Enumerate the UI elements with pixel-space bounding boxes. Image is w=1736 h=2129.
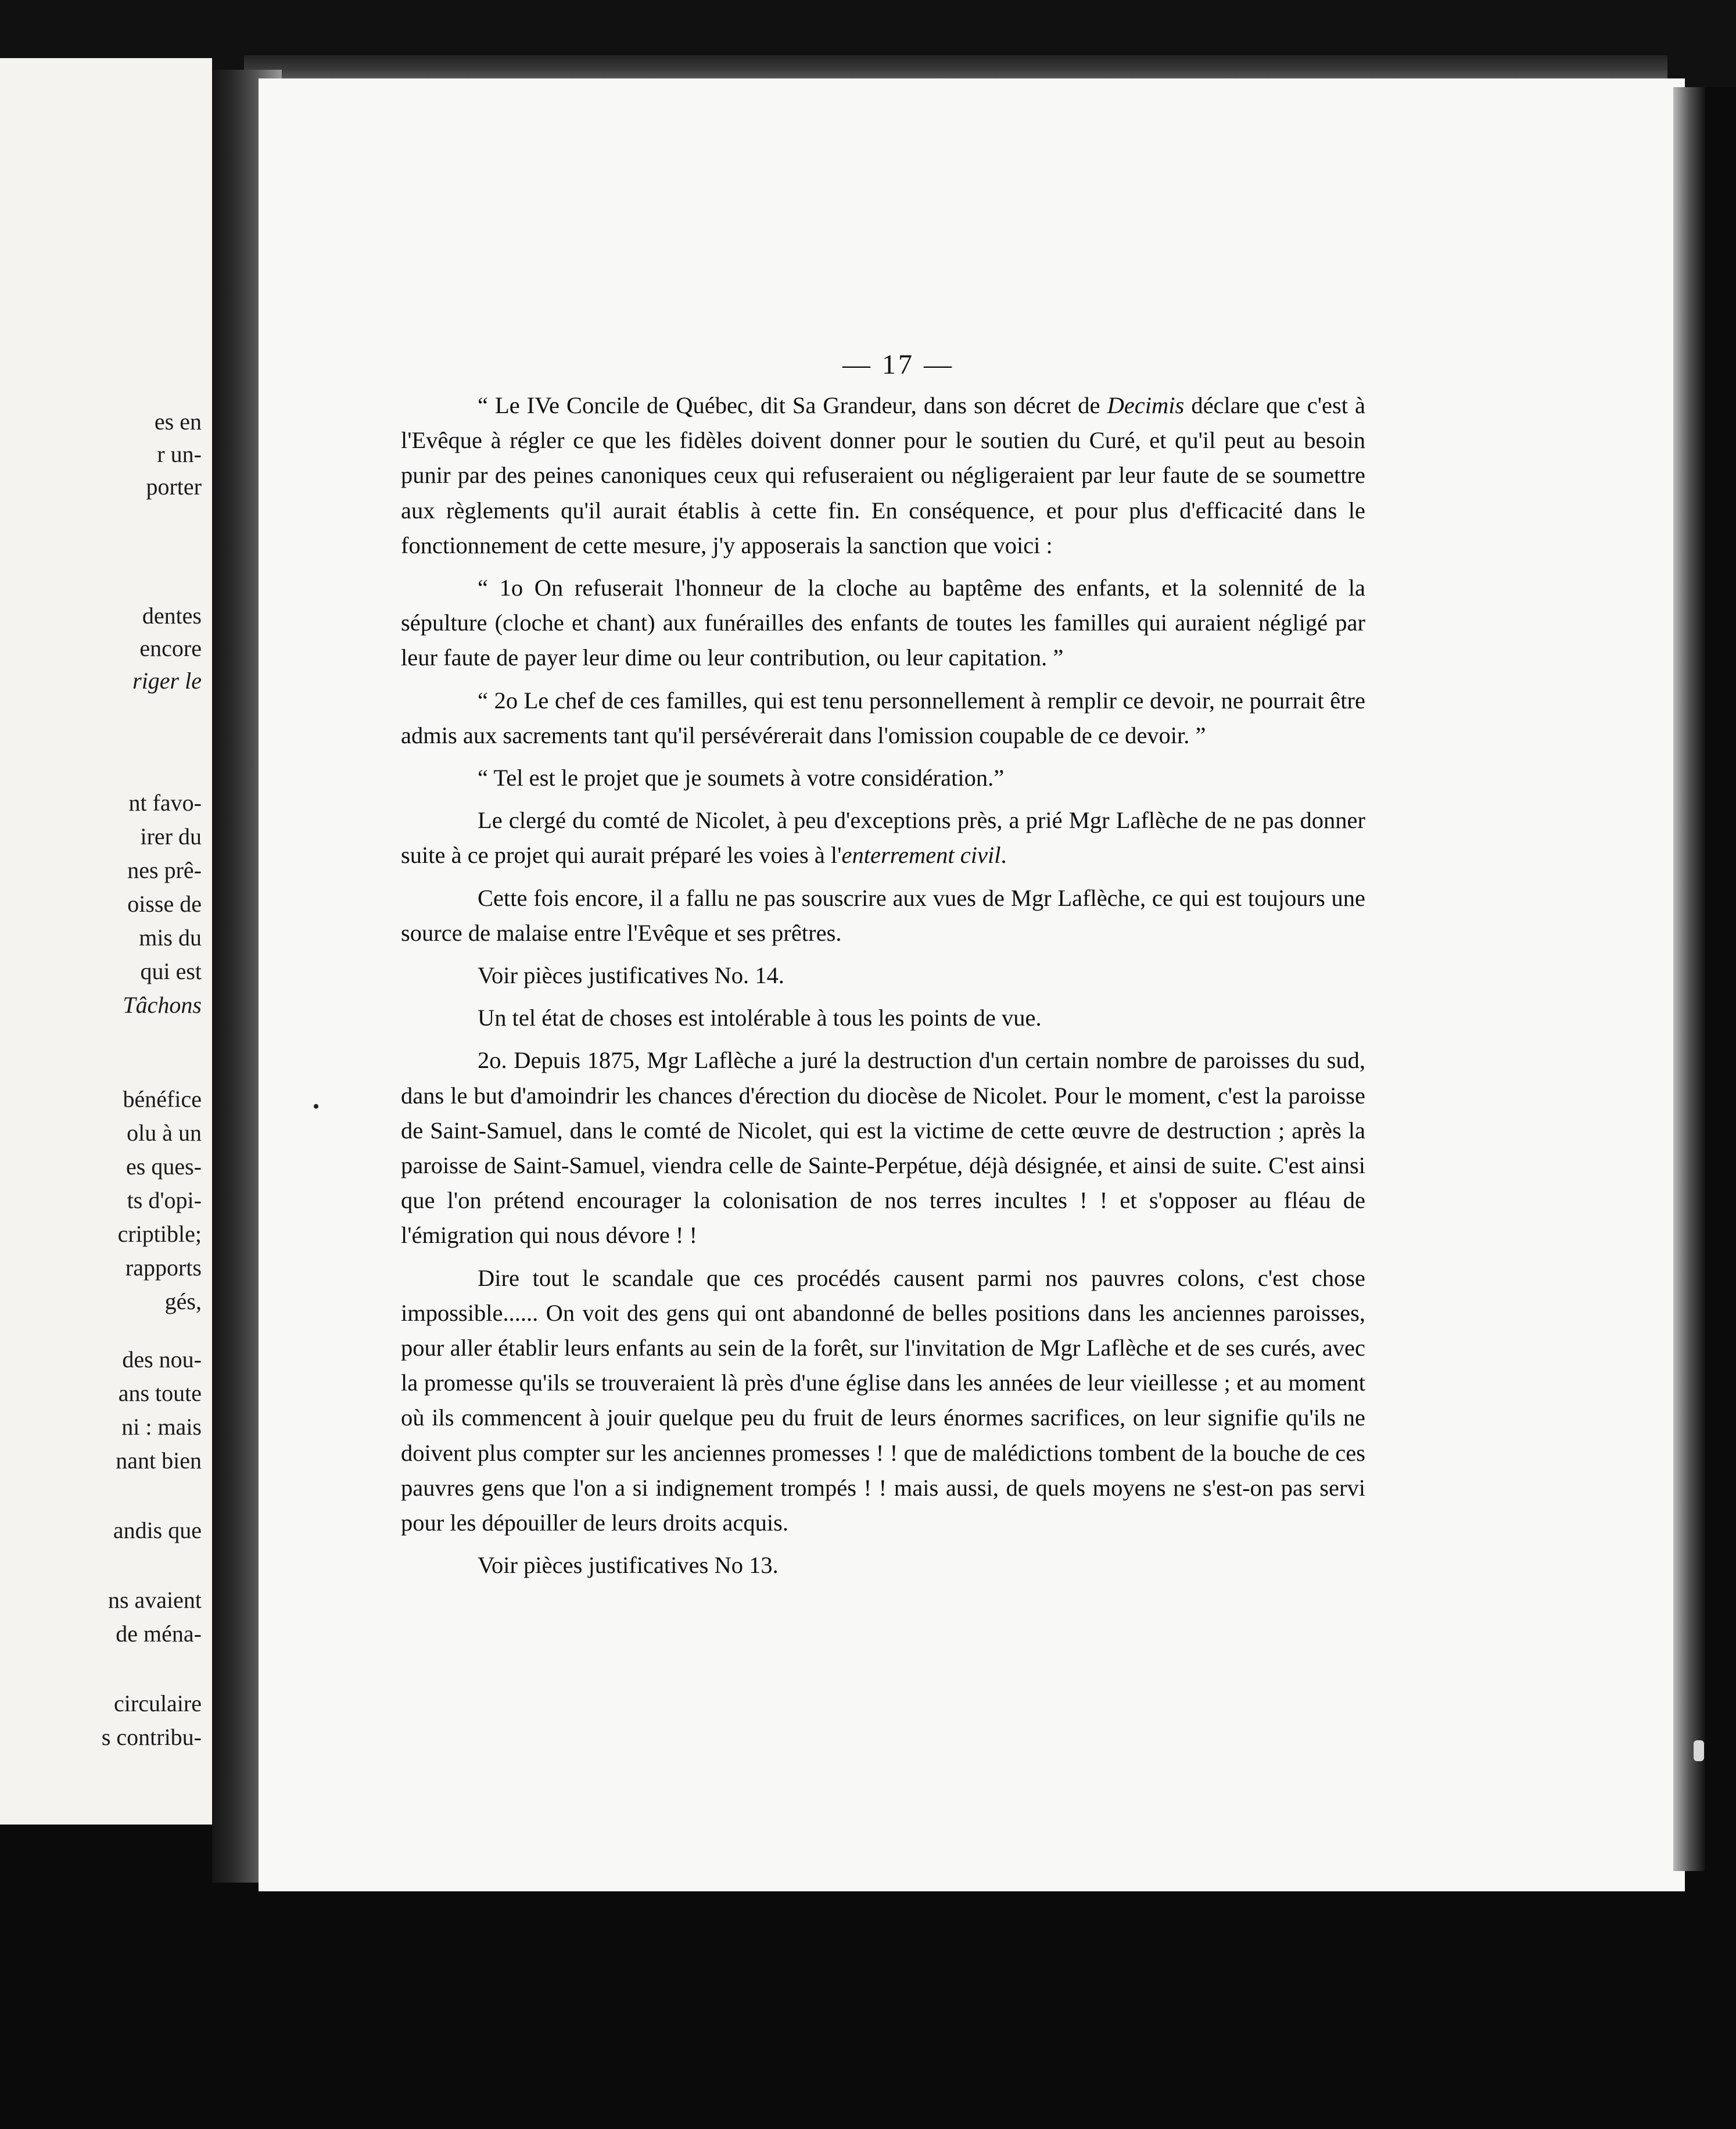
left-line: porter: [146, 474, 202, 500]
left-line: es ques-: [126, 1153, 202, 1180]
left-line: irer du: [140, 823, 202, 850]
paragraph: Cette fois encore, il a fallu ne pas souscrire aux vues de Mgr Laflèche, ce qui est toujours une source de malaise entre l'Evêque et ses prêtres.: [401, 884, 1365, 946]
left-line: es en: [154, 408, 202, 435]
left-line: nt favo-: [128, 790, 202, 816]
left-line: criptible;: [117, 1221, 202, 1247]
left-page: [0, 58, 212, 1825]
left-line: ns avaient: [107, 1587, 202, 1613]
paragraph: Voir pièces justificatives No. 14.: [478, 962, 784, 989]
left-line: rapports: [125, 1255, 202, 1281]
left-line: ts d'opi-: [127, 1187, 202, 1213]
left-line: ni : mais: [121, 1414, 202, 1440]
book-top-edge: [244, 55, 1667, 78]
paragraph: Le clergé du comté de Nicolet, à peu d'exceptions près, a prié Mgr Laflèche de ne pas donner suite à ce projet qui aurait préparé les voies à l'enterrement civil.: [401, 807, 1365, 869]
left-line: dentes: [142, 603, 202, 629]
scan-edge-mark: [1694, 1740, 1704, 1761]
left-line: des nou-: [122, 1346, 202, 1372]
left-line: nant bien: [116, 1447, 202, 1474]
left-line: Tâchons: [123, 992, 202, 1018]
left-line: olu à un: [127, 1120, 202, 1146]
left-line: encore: [139, 635, 202, 661]
left-line: nes prê-: [127, 857, 202, 883]
left-line: riger le: [132, 668, 202, 694]
left-line: ans toute: [118, 1380, 202, 1406]
page-right-edge: [1673, 87, 1705, 1871]
paragraph: Un tel état de choses est intolérable à tous les points de vue.: [478, 1005, 1042, 1031]
paragraph: “ Le IVe Concile de Québec, dit Sa Grandeur, dans son décret de Decimis déclare que c'est à l'Evêque à régler ce que les fidèles doivent donner pour le soutien du Curé, et qu'il peut au besoin punir par des peines canoniques ceux qui refuseraient ou négligeraient par leur faute de se soumettre aux règlements qu'il aurait établis à cette fin. En conséquence, et pour plus d'efficacité dans le fonctionnement de cette mesure, j'y apposerais la sanction que voici :: [401, 392, 1366, 558]
left-line: mis du: [139, 924, 202, 951]
page-number: — 17 —: [842, 349, 954, 380]
left-line: gés,: [164, 1288, 202, 1314]
left-line: andis que: [113, 1517, 202, 1543]
paragraph: Voir pièces justificatives No 13.: [478, 1552, 779, 1579]
paragraph: Dire tout le scandale que ces procédés causent parmi nos pauvres colons, c'est chose impossible...... On voit des gens qui ont abandonné de belles positions dans les anciennes paroisses, pour aller établir leurs enfants au sein de la forêt, sur l'invitation de Mgr Laflèche et de ses curés, avec la promesse qu'ils se trouveraient là près d'une église dans les années de leur vieillesse ; et au moment où ils commencent à jouir quelque peu du fruit de leurs énormes sacrifices, on leur signifie qu'ils ne doivent plus compter sur les anciennes promesses ! ! que de malédictions tombent de la bouche de ces pauvres gens que l'on a si indignement trompés ! ! mais aussi, de quels moyens ne s'est-on pas servi pour les dépouiller de leurs droits acquis.: [401, 1264, 1365, 1536]
left-line: r un-: [157, 441, 202, 467]
paragraph: “ 2o Le chef de ces familles, qui est tenu personnellement à remplir ce devoir, ne pourrait être admis aux sacrements tant qu'il persévérerait dans l'omission coupable de ce devoir. ”: [401, 687, 1365, 748]
left-line: s contribu-: [101, 1724, 202, 1750]
left-line: de ména-: [116, 1621, 202, 1647]
paragraph: “ 1o On refuserait l'honneur de la cloche au baptême des enfants, et la solennité de la sépulture (cloche et chant) aux funérailles des enfants de toutes les familles qui auraient négligé par leur faute de payer leur dime ou leur contribution, ou leur capitation. ”: [401, 575, 1365, 671]
left-line: qui est: [140, 958, 202, 984]
left-line: circulaire: [114, 1690, 202, 1716]
paragraph: 2o. Depuis 1875, Mgr Laflèche a juré la destruction d'un certain nombre de paroisses du sud, dans le but d'amoindrir les chances d'érection du diocèse de Nicolet. Pour le moment, c'est la paroisse de Saint-Samuel, dans le comté de Nicolet, qui est la victime de cette œuvre de destruction ; après la paroisse de Saint-Samuel, viendra celle de Sainte-Perpétue, déjà désignée, et ainsi de suite. C'est ainsi que l'on prétend encourager la colonisation de nos terres incultes ! ! et s'opposer au fléau de l'émigration qui nous dévore ! !: [401, 1047, 1365, 1249]
paragraph: “ Tel est le projet que je soumets à votre considération.”: [478, 765, 1005, 791]
stray-mark: [314, 1104, 318, 1109]
left-line: oisse de: [127, 891, 202, 917]
left-line: bénéfice: [123, 1086, 202, 1112]
body-text: [401, 388, 1365, 1591]
